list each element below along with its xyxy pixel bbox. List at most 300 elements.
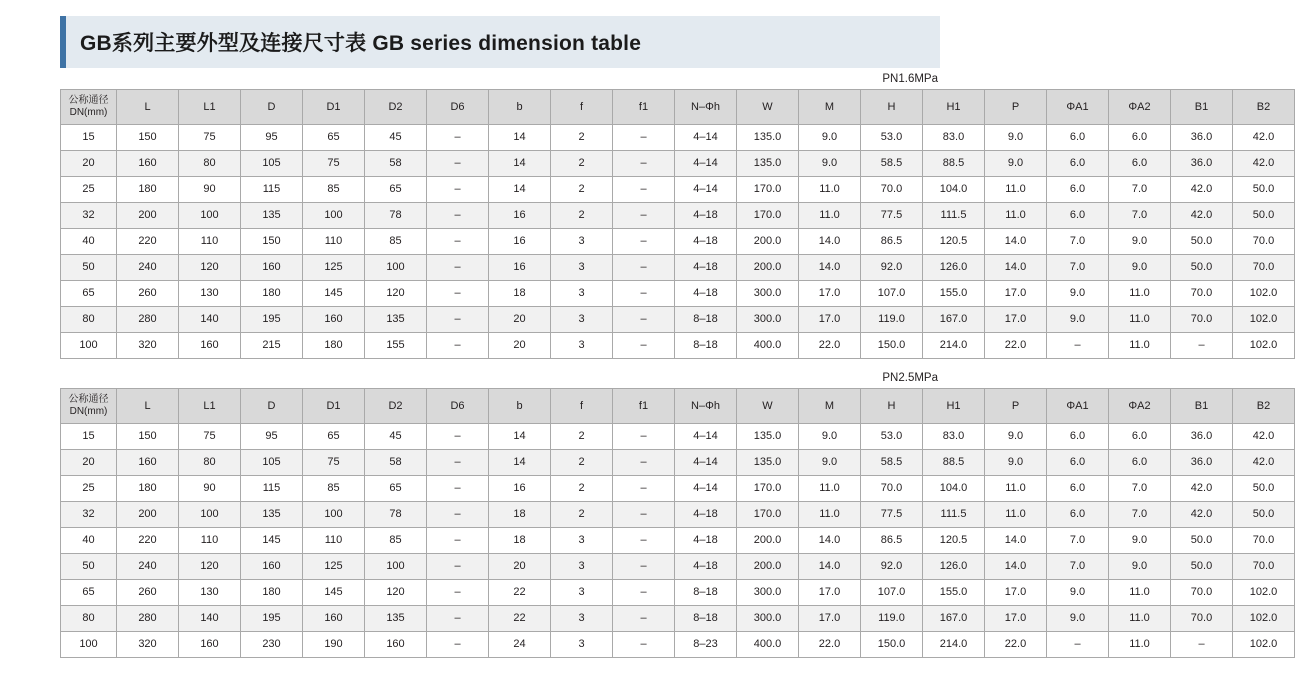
table-cell: 70.0 (1171, 307, 1233, 333)
table-cell: 104.0 (923, 177, 985, 203)
table-cell: 200 (117, 502, 179, 528)
cell-dn: 15 (61, 125, 117, 151)
table-cell: 50.0 (1233, 203, 1295, 229)
table-cell: 86.5 (861, 229, 923, 255)
column-header-f: f (551, 389, 613, 424)
table-cell: 2 (551, 177, 613, 203)
table-cell: 120 (179, 255, 241, 281)
table-cell: 100 (365, 554, 427, 580)
table-cell: 3 (551, 554, 613, 580)
column-header-dn-line1: 公称通径 (68, 94, 109, 106)
table-cell: 11.0 (1109, 580, 1171, 606)
table-row (61, 151, 1295, 177)
table-cell: 7.0 (1047, 255, 1109, 281)
table-cell: 70.0 (1233, 528, 1295, 554)
cell-dn: 80 (61, 606, 117, 632)
table-cell: – (613, 554, 675, 580)
table-cell: 4–14 (675, 151, 737, 177)
table-cell: – (1047, 632, 1109, 658)
table-cell: 3 (551, 229, 613, 255)
table-cell: 11.0 (1109, 307, 1171, 333)
table-cell: 160 (303, 606, 365, 632)
table-cell: 70.0 (1233, 255, 1295, 281)
table-cell: – (613, 450, 675, 476)
table-cell: – (613, 606, 675, 632)
table-cell: 11.0 (985, 203, 1047, 229)
table-cell: 102.0 (1233, 333, 1295, 359)
table-row (61, 229, 1295, 255)
table-cell: 58.5 (861, 151, 923, 177)
table-cell: – (613, 333, 675, 359)
table-cell: 167.0 (923, 307, 985, 333)
table-cell: 14.0 (985, 229, 1047, 255)
table-cell: 170.0 (737, 502, 799, 528)
table-row (61, 606, 1295, 632)
table-cell: 120.5 (923, 528, 985, 554)
table-cell: 50.0 (1171, 554, 1233, 580)
table-cell: 92.0 (861, 554, 923, 580)
cell-dn: 100 (61, 333, 117, 359)
table-cell: 400.0 (737, 632, 799, 658)
table-cell: 119.0 (861, 606, 923, 632)
table-cell: 214.0 (923, 632, 985, 658)
table-cell: 135 (241, 502, 303, 528)
table-cell: 75 (303, 151, 365, 177)
table-cell: 135 (365, 307, 427, 333)
table-cell: 65 (303, 424, 365, 450)
table-cell: 200.0 (737, 229, 799, 255)
column-header-dn-line2: DN(mm) (69, 107, 108, 118)
table-cell: 42.0 (1233, 424, 1295, 450)
table-cell: 170.0 (737, 203, 799, 229)
table-cell: 50.0 (1233, 502, 1295, 528)
column-header-l: L (117, 389, 179, 424)
table-cell: 9.0 (799, 125, 861, 151)
table-cell: – (427, 528, 489, 554)
table-cell: 102.0 (1233, 580, 1295, 606)
table-cell: 6.0 (1109, 125, 1171, 151)
table-cell: 50.0 (1233, 177, 1295, 203)
page-title-bar (60, 16, 940, 68)
table-cell: 45 (365, 424, 427, 450)
table-row (61, 450, 1295, 476)
table-cell: 85 (365, 528, 427, 554)
table-cell: 7.0 (1109, 177, 1171, 203)
column-header-h1: H1 (923, 90, 985, 125)
table-cell: 300.0 (737, 606, 799, 632)
column-header-p: P (985, 90, 1047, 125)
table-cell: 104.0 (923, 476, 985, 502)
table-cell: 3 (551, 528, 613, 554)
table-cell: 280 (117, 307, 179, 333)
table-cell: 3 (551, 281, 613, 307)
column-header-l1: L1 (179, 389, 241, 424)
table-cell: 2 (551, 450, 613, 476)
table-spacer (60, 359, 940, 367)
table-row (61, 502, 1295, 528)
table-cell: 78 (365, 203, 427, 229)
table-cell: – (427, 580, 489, 606)
table-cell: 17.0 (985, 281, 1047, 307)
table-cell: 215 (241, 333, 303, 359)
table-row (61, 281, 1295, 307)
table-cell: – (427, 606, 489, 632)
table-cell: 167.0 (923, 606, 985, 632)
column-header-d6: D6 (427, 90, 489, 125)
table-cell: – (613, 229, 675, 255)
table-cell: 75 (179, 424, 241, 450)
table-cell: 3 (551, 307, 613, 333)
cell-dn: 20 (61, 151, 117, 177)
table-cell: – (427, 424, 489, 450)
table-cell: 4–18 (675, 554, 737, 580)
table-cell: 11.0 (799, 476, 861, 502)
table-cell: 18 (489, 502, 551, 528)
table-cell: 3 (551, 632, 613, 658)
table-cell: 70.0 (1171, 281, 1233, 307)
dimension-table-pn25 (60, 388, 1295, 658)
table-cell: 9.0 (1109, 255, 1171, 281)
table-cell: 4–18 (675, 502, 737, 528)
table-cell: 145 (303, 281, 365, 307)
table-row (61, 476, 1295, 502)
table-cell: 6.0 (1047, 125, 1109, 151)
table-cell: 88.5 (923, 151, 985, 177)
table-cell: 8–18 (675, 580, 737, 606)
table-cell: 22.0 (985, 632, 1047, 658)
table-body (61, 424, 1295, 658)
table-cell: 20 (489, 333, 551, 359)
table-cell: 14 (489, 424, 551, 450)
table-cell: 70.0 (1171, 606, 1233, 632)
table-cell: 14 (489, 125, 551, 151)
dimension-table-pn16 (60, 89, 1295, 359)
table-cell: 4–18 (675, 281, 737, 307)
column-header-b: b (489, 90, 551, 125)
table-cell: 53.0 (861, 125, 923, 151)
table-cell: 75 (303, 450, 365, 476)
table-cell: – (613, 632, 675, 658)
table-cell: 80 (179, 151, 241, 177)
table-cell: – (427, 307, 489, 333)
table-cell: 95 (241, 125, 303, 151)
table-cell: – (1171, 632, 1233, 658)
table-cell: 16 (489, 229, 551, 255)
table-cell: 135.0 (737, 424, 799, 450)
table-cell: 107.0 (861, 580, 923, 606)
column-header-nh: N–Φh (675, 90, 737, 125)
table-cell: – (613, 476, 675, 502)
table-cell: 9.0 (1047, 281, 1109, 307)
table-cell: 300.0 (737, 307, 799, 333)
page-title: GB系列主要外型及连接尺寸表 GB series dimension table (80, 32, 642, 55)
table-cell: 102.0 (1233, 281, 1295, 307)
table-cell: 100 (179, 502, 241, 528)
table-cell: 190 (303, 632, 365, 658)
table-cell: 150.0 (861, 333, 923, 359)
table-cell: 36.0 (1171, 125, 1233, 151)
table-cell: 6.0 (1047, 476, 1109, 502)
table-cell: 150 (117, 424, 179, 450)
column-header-dn-line2: DN(mm) (69, 406, 108, 417)
table-cell: – (427, 203, 489, 229)
table-cell: 150 (241, 229, 303, 255)
cell-dn: 20 (61, 450, 117, 476)
table-cell: 130 (179, 281, 241, 307)
table-cell: 120.5 (923, 229, 985, 255)
table-cell: 16 (489, 203, 551, 229)
column-header-w: W (737, 90, 799, 125)
table-cell: 160 (303, 307, 365, 333)
table-cell: 42.0 (1171, 203, 1233, 229)
table-cell: 92.0 (861, 255, 923, 281)
table-row (61, 528, 1295, 554)
table-cell: 280 (117, 606, 179, 632)
table-cell: 83.0 (923, 125, 985, 151)
table-cell: 180 (117, 177, 179, 203)
column-header-d: D (241, 90, 303, 125)
table-cell: 17.0 (985, 606, 1047, 632)
table-cell: 135.0 (737, 125, 799, 151)
table-cell: 9.0 (799, 151, 861, 177)
table-cell: 9.0 (985, 424, 1047, 450)
table-cell: – (1171, 333, 1233, 359)
table-cell: 9.0 (985, 125, 1047, 151)
table-cell: 320 (117, 632, 179, 658)
table-cell: 11.0 (985, 502, 1047, 528)
table-cell: – (1047, 333, 1109, 359)
table-cell: – (427, 476, 489, 502)
table-cell: 58 (365, 151, 427, 177)
table-cell: 4–18 (675, 255, 737, 281)
table-cell: 230 (241, 632, 303, 658)
table-cell: 42.0 (1171, 502, 1233, 528)
table-cell: 3 (551, 255, 613, 281)
table-cell: 135.0 (737, 450, 799, 476)
table-cell: 180 (303, 333, 365, 359)
column-header-p: P (985, 389, 1047, 424)
column-header-a1: ΦA1 (1047, 389, 1109, 424)
table-cell: 11.0 (985, 177, 1047, 203)
table-cell: 100 (365, 255, 427, 281)
table-cell: 130 (179, 580, 241, 606)
table-cell: 110 (303, 229, 365, 255)
table-cell: 65 (365, 177, 427, 203)
table-cell: – (427, 502, 489, 528)
table-cell: 120 (365, 580, 427, 606)
table-row (61, 554, 1295, 580)
table-cell: 9.0 (1047, 307, 1109, 333)
table-cell: 2 (551, 203, 613, 229)
table-cell: – (613, 255, 675, 281)
table-cell: 9.0 (985, 151, 1047, 177)
table-cell: 180 (241, 281, 303, 307)
table-cell: – (427, 450, 489, 476)
table-cell: 16 (489, 255, 551, 281)
table-cell: 135 (241, 203, 303, 229)
column-header-b1: B1 (1171, 389, 1233, 424)
table-cell: 90 (179, 177, 241, 203)
table-cell: 17.0 (799, 281, 861, 307)
table-cell: 42.0 (1233, 151, 1295, 177)
column-header-d: D (241, 389, 303, 424)
table-cell: 4–18 (675, 229, 737, 255)
table-cell: 200.0 (737, 554, 799, 580)
cell-dn: 80 (61, 307, 117, 333)
table-cell: 111.5 (923, 203, 985, 229)
table-cell: 14.0 (985, 528, 1047, 554)
table-cell: 160 (179, 333, 241, 359)
table-cell: 14.0 (799, 229, 861, 255)
table-cell: 110 (179, 528, 241, 554)
table-cell: 3 (551, 606, 613, 632)
column-header-dn (61, 90, 117, 125)
table-cell: – (613, 203, 675, 229)
cell-dn: 32 (61, 502, 117, 528)
table-cell: 18 (489, 528, 551, 554)
table-cell: 14.0 (799, 528, 861, 554)
table-cell: 140 (179, 307, 241, 333)
table-cell: 6.0 (1109, 450, 1171, 476)
table-cell: 53.0 (861, 424, 923, 450)
table-cell: 58 (365, 450, 427, 476)
table-cell: 85 (365, 229, 427, 255)
table-cell: 320 (117, 333, 179, 359)
table-cell: 155.0 (923, 580, 985, 606)
table-cell: 65 (365, 476, 427, 502)
table-cell: 20 (489, 307, 551, 333)
table-cell: 11.0 (1109, 281, 1171, 307)
table-cell: 240 (117, 554, 179, 580)
table-cell: 9.0 (985, 450, 1047, 476)
table-cell: – (613, 580, 675, 606)
table-cell: 120 (365, 281, 427, 307)
table-cell: 2 (551, 424, 613, 450)
table-cell: 16 (489, 476, 551, 502)
table-cell: 105 (241, 450, 303, 476)
table-cell: – (427, 554, 489, 580)
column-header-b: b (489, 389, 551, 424)
table-cell: 50.0 (1171, 255, 1233, 281)
column-header-f: f (551, 90, 613, 125)
table-cell: 120 (179, 554, 241, 580)
column-header-h1: H1 (923, 389, 985, 424)
table-cell: – (427, 632, 489, 658)
table-cell: – (613, 528, 675, 554)
table-cell: 24 (489, 632, 551, 658)
table-cell: 8–18 (675, 307, 737, 333)
table-body (61, 125, 1295, 359)
table-row (61, 632, 1295, 658)
table-cell: 11.0 (1109, 632, 1171, 658)
column-header-a2: ΦA2 (1109, 389, 1171, 424)
table-cell: 170.0 (737, 177, 799, 203)
table-cell: – (427, 255, 489, 281)
table-cell: 14.0 (799, 255, 861, 281)
table-cell: 14 (489, 177, 551, 203)
column-header-a1: ΦA1 (1047, 90, 1109, 125)
table-cell: 4–14 (675, 177, 737, 203)
table-cell: 110 (179, 229, 241, 255)
table-cell: 170.0 (737, 476, 799, 502)
table-cell: 155.0 (923, 281, 985, 307)
table-cell: 260 (117, 281, 179, 307)
table-cell: 83.0 (923, 424, 985, 450)
table-cell: 7.0 (1109, 476, 1171, 502)
table-cell: 70.0 (1233, 554, 1295, 580)
table-cell: 160 (365, 632, 427, 658)
table-cell: 214.0 (923, 333, 985, 359)
table-cell: 9.0 (1109, 528, 1171, 554)
table-cell: 8–23 (675, 632, 737, 658)
table-cell: 70.0 (1171, 580, 1233, 606)
table-cell: 42.0 (1233, 125, 1295, 151)
cell-dn: 15 (61, 424, 117, 450)
table-cell: 22 (489, 580, 551, 606)
table-cell: 70.0 (1233, 229, 1295, 255)
table-cell: 220 (117, 229, 179, 255)
table-cell: 110 (303, 528, 365, 554)
table-cell: 14 (489, 151, 551, 177)
table-cell: 180 (117, 476, 179, 502)
table-cell: 18 (489, 281, 551, 307)
table-cell: 6.0 (1109, 151, 1171, 177)
table-row (61, 580, 1295, 606)
table-cell: – (427, 151, 489, 177)
table-cell: 4–14 (675, 476, 737, 502)
table-cell: 7.0 (1047, 528, 1109, 554)
table-cell: 14.0 (799, 554, 861, 580)
table-cell: 14 (489, 450, 551, 476)
table-cell: 9.0 (1109, 554, 1171, 580)
table-cell: 14.0 (985, 554, 1047, 580)
table-cell: 2 (551, 151, 613, 177)
table-cell: 7.0 (1109, 502, 1171, 528)
cell-dn: 50 (61, 255, 117, 281)
cell-dn: 40 (61, 528, 117, 554)
column-header-d1: D1 (303, 389, 365, 424)
table-cell: 17.0 (985, 580, 1047, 606)
table-cell: 9.0 (1047, 606, 1109, 632)
table-cell: 95 (241, 424, 303, 450)
table-cell: 70.0 (861, 177, 923, 203)
table-cell: – (613, 177, 675, 203)
column-header-dn (61, 389, 117, 424)
table-cell: 9.0 (1109, 229, 1171, 255)
cell-dn: 65 (61, 281, 117, 307)
table-cell: 9.0 (799, 424, 861, 450)
table-cell: 50.0 (1233, 476, 1295, 502)
cell-dn: 40 (61, 229, 117, 255)
column-header-a2: ΦA2 (1109, 90, 1171, 125)
table-cell: 17.0 (799, 307, 861, 333)
table-cell: 8–18 (675, 333, 737, 359)
table-cell: 150 (117, 125, 179, 151)
table-cell: – (427, 281, 489, 307)
table-header (61, 90, 1295, 125)
table-cell: – (427, 333, 489, 359)
column-header-m: M (799, 90, 861, 125)
table-cell: 11.0 (799, 203, 861, 229)
table-cell: 200.0 (737, 255, 799, 281)
column-header-d2: D2 (365, 389, 427, 424)
table-cell: 155 (365, 333, 427, 359)
table-header-row (61, 90, 1295, 125)
table-cell: 2 (551, 125, 613, 151)
table-cell: 102.0 (1233, 632, 1295, 658)
table-cell: 6.0 (1047, 450, 1109, 476)
table-cell: 135 (365, 606, 427, 632)
